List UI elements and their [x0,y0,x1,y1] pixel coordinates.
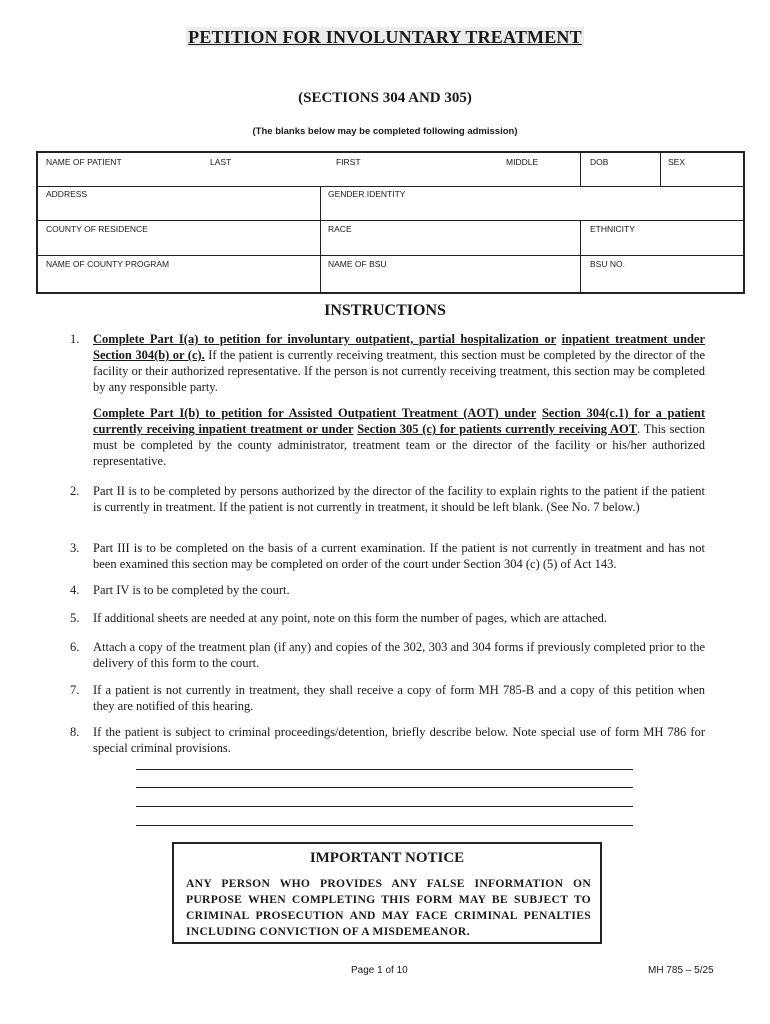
instruction-number: 6. [70,640,80,654]
page-number: Page 1 of 10 [351,965,408,976]
instruction-8: If the patient is subject to criminal proceedings/detention, briefly describe below. Note special use of form MH 786 for special criminal provisions. [93,725,705,755]
instruction-3: Part III is to be completed on the basis of a current examination. If the patient is not currently in treatment and has not been examined this section may be completed on order of the court under Section 304 (c) (5) of Act 143. [93,541,705,571]
bsu-number-field[interactable]: BSU NO. [590,259,625,269]
instruction-4: Part IV is to be completed by the court. [93,583,290,597]
notice-text: ANY PERSON WHO PROVIDES ANY FALSE INFORMATION ON PURPOSE WHEN COMPLETING THIS FORM MAY BE SUBJECT TO CRIMINAL PROSECUTION AND MAY FACE CRIMINAL PENALTIES INCLUDING CONVICTION OF A MISDEMEANOR. [186,877,591,938]
sex-field[interactable]: SEX [668,157,686,167]
notice-heading: IMPORTANT NOTICE [309,850,465,866]
form-id: MH 785 – 5/25 [648,965,714,976]
bsu-name-field[interactable]: NAME OF BSU [328,259,387,269]
county-program-field[interactable]: NAME OF COUNTY PROGRAM [46,259,170,269]
instruction-number: 7. [70,683,80,697]
sections-subtitle: (SECTIONS 304 AND 305) [298,90,472,106]
criminal-description-line[interactable] [136,787,633,788]
last-name-label: LAST [210,157,232,167]
criminal-description-line[interactable] [136,825,633,826]
important-notice-box [172,842,602,944]
instruction-number: 4. [70,583,80,597]
instruction-number: 2. [70,484,80,498]
first-name-label: FIRST [336,157,361,167]
middle-name-label: MIDDLE [506,157,539,167]
ethnicity-field[interactable]: ETHNICITY [590,224,635,234]
address-field[interactable]: ADDRESS [46,189,88,199]
instruction-7: If a patient is not currently in treatment, they shall receive a copy of form MH 785-B and a copy of this petition when they are notified of this hearing. [93,683,705,713]
instruction-1b: Complete Part I(b) to petition for Assisted Outpatient Treatment (AOT) under Section 304(c.1) for a patient currently receiving inpatient treatment or under Section 305 (c) for patients currently receiving AOT. This section must be completed by the county administrator, treatment team or the director of the facility or his/her authorized representative. [93,406,706,468]
dob-field[interactable]: DOB [590,157,609,167]
name-of-patient-field[interactable]: NAME OF PATIENT [46,157,122,167]
criminal-description-line[interactable] [136,769,633,770]
gender-identity-field[interactable]: GENDER IDENTITY [328,189,406,199]
race-field[interactable]: RACE [328,224,352,234]
completion-note: (The blanks below may be completed following admission) [252,126,518,137]
instruction-5: If additional sheets are needed at any point, note on this form the number of pages, which are attached. [93,611,608,625]
instruction-2: Part II is to be completed by persons authorized by the director of the facility to explain rights to the patient if the patient is currently in treatment. If the patient is not currently in treatment, it should be left blank. (See No. 7 below.) [93,484,705,514]
instruction-number: 8. [70,725,80,739]
patient-info-grid [36,151,745,294]
county-of-residence-field[interactable]: COUNTY OF RESIDENCE [46,224,148,234]
instruction-6: Attach a copy of the treatment plan (if any) and copies of the 302, 303 and 304 forms if previously completed prior to the delivery of this form to the court. [93,640,705,670]
instruction-number: 3. [70,541,80,555]
instructions-heading: INSTRUCTIONS [324,302,446,319]
instruction-number: 1. [70,332,80,346]
criminal-description-line[interactable] [136,806,633,807]
instruction-number: 5. [70,611,80,625]
page-title: PETITION FOR INVOLUNTARY TREATMENT [188,27,582,47]
instruction-1a: Complete Part I(a) to petition for involuntary outpatient, partial hospitalization or inpatient treatment under Section 304(b) or (c). If the patient is currently receiving treatment, this section must be completed by the director of the facility or their authorized representative. If the person is not currently receiving treatment, this section may be completed by any responsible party. [93,332,706,394]
